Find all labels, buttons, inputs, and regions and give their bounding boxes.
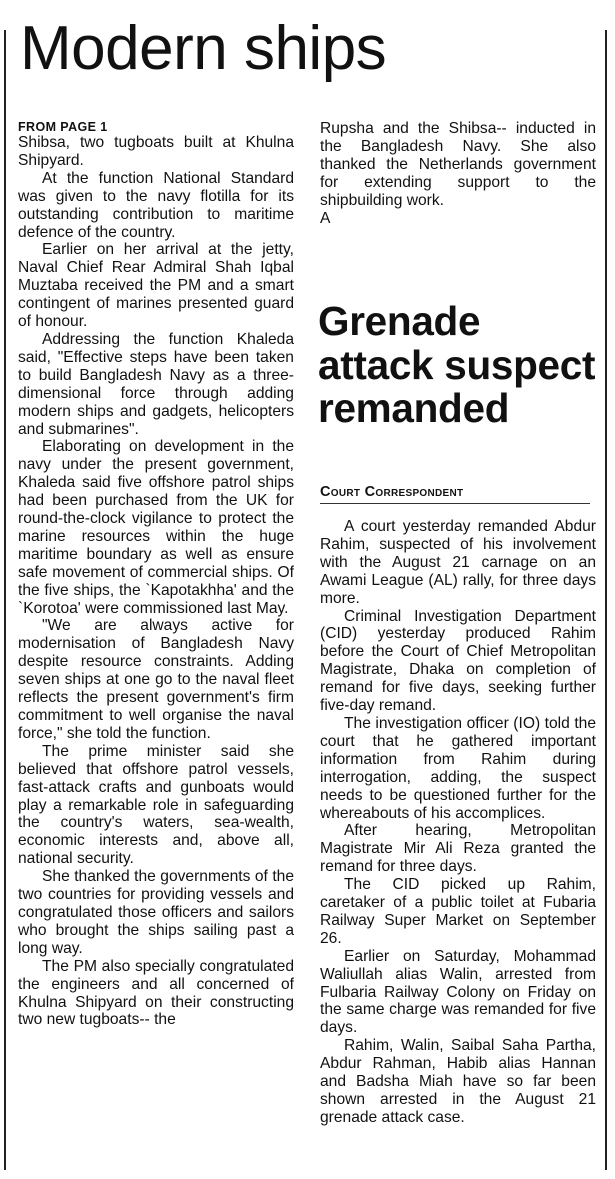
story1-paragraph: The PM also specially congratulated the engineers and all concerned of Khulna Shipyard on their constructing two new tugboats-- the <box>18 957 294 1029</box>
story1-paragraph-continued: Rupsha and the Shibsa-- inducted in the Bangladesh Navy. She also thanked the Netherlands government for extending support to the shipbuilding work. <box>320 120 596 209</box>
story2-body <box>320 518 596 1127</box>
story1-end-mark: A <box>320 209 331 227</box>
story2-paragraph: Earlier on Saturday, Mohammad Waliullah alias Walin, arrested from Fulbaria Railway Colony on Friday on the same charge was remanded for five days. <box>320 947 596 1037</box>
story2-byline: Court Correspondent <box>320 484 590 504</box>
story2-paragraph: A court yesterday remanded Abdur Rahim, suspected of his involvement with the August 21 carnage on an Awami League (AL) rally, for three days more. <box>320 518 596 607</box>
story2-paragraph: The investigation officer (IO) told the court that he gathered important information from Rahim during interrogation, adding, the suspect needs to be questioned further for the whereabouts of his accomplices. <box>320 714 596 822</box>
story1-paragraph: The prime minister said she believed that offshore patrol vessels, fast-attack crafts and gunboats would play a remarkable role in safeguarding the country's waters, sea-wealth, economic interests and, above all, national security. <box>18 742 294 868</box>
story1-kicker: FROM PAGE 1 <box>18 120 108 134</box>
column-rule-right <box>605 30 607 1170</box>
column-rule-left <box>4 30 6 1170</box>
story1-body-right <box>320 120 596 227</box>
story1-paragraph: Shibsa, two tugboats built at Khulna Shipyard. <box>18 134 294 169</box>
story2-paragraph: After hearing, Metropolitan Magistrate Mir Ali Reza granted the remand for three days. <box>320 822 596 876</box>
story2-headline: Grenade attack suspect remanded <box>318 298 596 431</box>
story2-paragraph: Rahim, Walin, Saibal Saha Partha, Abdur Rahman, Habib alias Hannan and Badsha Miah have so far been shown arrested in the August 21 grenade attack case. <box>320 1037 596 1126</box>
story1-paragraph: Addressing the function Khaleda said, "Effective steps have been taken to build Bangladesh Navy as a three-dimensional force through adding modern ships and gadgets, helicopters and submarines". <box>18 330 294 438</box>
story1-paragraph: "We are always active for modernisation of Bangladesh Navy despite resource constraints. Adding seven ships at one go to the naval fleet reflects the present government's firm commitment to well organise the naval force," she told the function. <box>18 617 294 742</box>
story2-paragraph: The CID picked up Rahim, caretaker of a public toilet at Fubaria Railway Super Market on September 26. <box>320 876 596 947</box>
story1-paragraph: At the function National Standard was given to the navy flotilla for its outstanding contribution to maritime defence of the country. <box>18 169 294 241</box>
story1-paragraph: Elaborating on development in the navy under the present government, Khaleda said five offshore patrol ships had been purchased from the UK for round-the-clock vigilance to protect the marine resources within the huge maritime boundary as well as ensure safe movement of commercial ships. Of the five ships, the `Kapotakhha' and the `Korotoa' were commissioned last May. <box>18 438 294 617</box>
story1-paragraph: She thanked the governments of the two countries for providing vessels and congratulated those officers and sailors who brought the ships sailing past a long way. <box>18 868 294 957</box>
story1-body-left <box>18 120 294 1029</box>
story1-paragraph: Earlier on her arrival at the jetty, Naval Chief Rear Admiral Shah Iqbal Muztaba received the PM and a smart contingent of marines presented guard of honour. <box>18 241 294 331</box>
story2-paragraph: Criminal Investigation Department (CID) yesterday produced Rahim before the Court of Chief Metropolitan Magistrate, Dhaka on completion of remand for five days, seeking further five-day remand. <box>320 607 596 715</box>
story1-headline: Modern ships <box>20 14 387 83</box>
